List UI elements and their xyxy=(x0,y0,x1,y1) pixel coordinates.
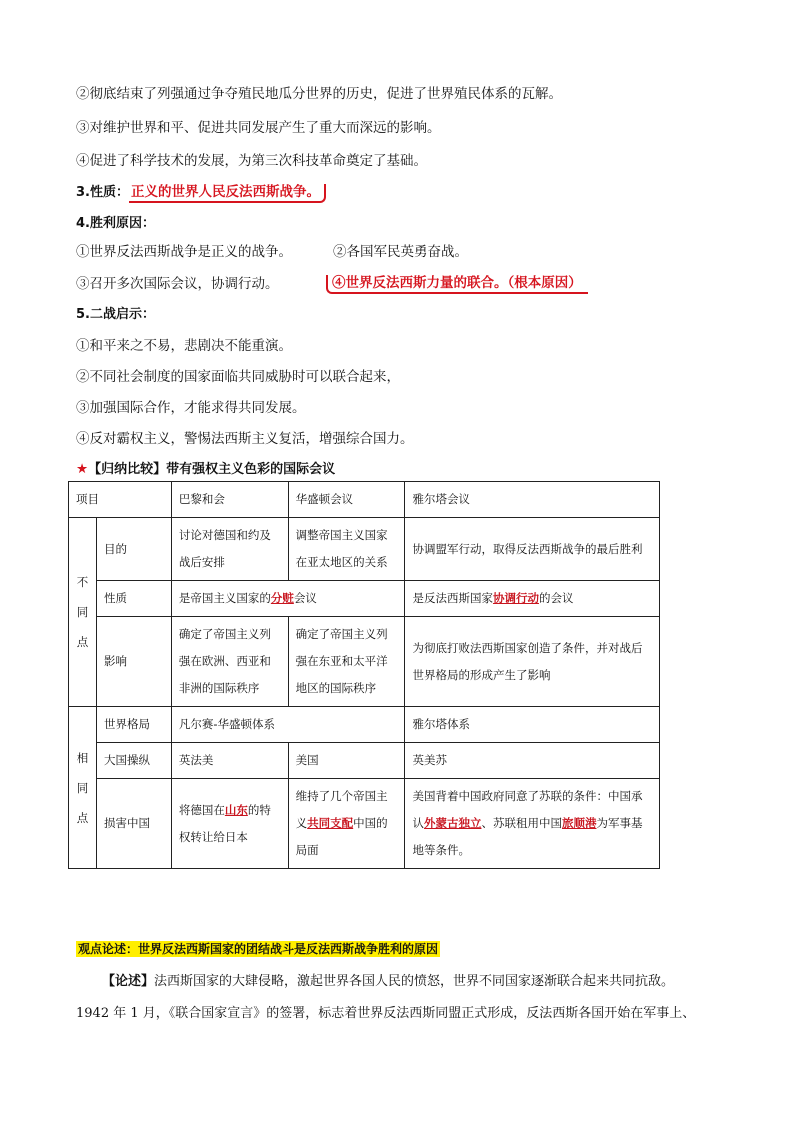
table-cell: 英法美 xyxy=(171,743,288,779)
key-term: 外蒙古独立 xyxy=(423,816,482,830)
header-cell: 华盛顿会议 xyxy=(288,482,405,518)
viewpoint-text: 法西斯国家的大肆侵略，激起世界各国人民的愤怒，世界不同国家逐渐联合起来共同抗敌。 xyxy=(154,974,675,989)
table-header-row xyxy=(69,482,660,518)
row-label: 性质 xyxy=(96,581,171,617)
table-cell: 为彻底打败法西斯国家创造了条件，并对战后世界格局的形成产生了影响 xyxy=(405,617,660,707)
row-label: 大国操纵 xyxy=(96,743,171,779)
viewpoint-paragraph xyxy=(76,966,726,998)
table-cell: 确定了帝国主义列强在东亚和太平洋地区的国际秩序 xyxy=(288,617,405,707)
row-label: 目的 xyxy=(96,518,171,581)
text-line: ④反对霸权主义，警惕法西斯主义复活，增强综合国力。 xyxy=(76,431,414,447)
row-label: 世界格局 xyxy=(96,707,171,743)
table-row xyxy=(69,707,660,743)
text-line: ③对维护世界和平、促进共同发展产生了重大而深远的影响。 xyxy=(76,120,441,136)
section-nature xyxy=(76,180,326,200)
key-term: 协调行动 xyxy=(492,591,539,605)
group-label: 不同点 xyxy=(69,518,97,707)
table-cell: 协调盟军行动，取得反法西斯战争的最后胜利 xyxy=(405,518,660,581)
key-point-text: ④世界反法西斯力量的联合。（根本原因） xyxy=(326,275,588,294)
comparison-table xyxy=(68,481,660,869)
header-cell: 雅尔塔会议 xyxy=(405,482,660,518)
text-line: ①世界反法西斯战争是正义的战争。 xyxy=(76,244,292,260)
key-term: 共同支配 xyxy=(307,816,354,830)
table-cell: 确定了帝国主义列强在欧洲、西亚和非洲的国际秩序 xyxy=(171,617,288,707)
header-cell: 巴黎和会 xyxy=(171,482,288,518)
table-row xyxy=(69,581,660,617)
table-cell: 将德国在山东的特权转让给日本 xyxy=(171,779,288,869)
table-row xyxy=(69,617,660,707)
key-point xyxy=(326,271,588,291)
table-cell: 是帝国主义国家的分赃会议 xyxy=(171,581,405,617)
text-line: ②各国军民英勇奋战。 xyxy=(333,244,468,260)
key-point: 正义的世界人民反法西斯战争。 xyxy=(129,184,326,203)
table-row xyxy=(69,743,660,779)
text-line: ④促进了科学技术的发展，为第三次科技革命奠定了基础。 xyxy=(76,153,427,169)
table-row xyxy=(69,518,660,581)
viewpoint-title-text: 观点论述：世界反法西斯国家的团结战斗是反法西斯战争胜利的原因 xyxy=(78,942,439,956)
section-heading: 4.胜利原因： xyxy=(76,216,155,231)
table-cell: 维持了几个帝国主义共同支配中国的局面 xyxy=(288,779,405,869)
table-cell: 英美苏 xyxy=(405,743,660,779)
table-cell: 美国 xyxy=(288,743,405,779)
header-cell: 项目 xyxy=(69,482,172,518)
table-cell: 凡尔赛-华盛顿体系 xyxy=(171,707,405,743)
key-term: 旅顺港 xyxy=(561,816,597,830)
compare-title xyxy=(76,458,335,477)
row-label: 影响 xyxy=(96,617,171,707)
row-label: 损害中国 xyxy=(96,779,171,869)
text-line: ③加强国际合作，才能求得共同发展。 xyxy=(76,400,306,416)
table-cell: 调整帝国主义国家在亚太地区的关系 xyxy=(288,518,405,581)
table-cell: 讨论对德国和约及战后安排 xyxy=(171,518,288,581)
viewpoint-title xyxy=(76,940,440,957)
section-heading: 5.二战启示： xyxy=(76,307,155,322)
star-icon: ★ xyxy=(76,461,89,477)
table-cell: 雅尔塔体系 xyxy=(405,707,660,743)
key-term: 山东 xyxy=(224,802,248,817)
table-row xyxy=(69,779,660,869)
text-line: ①和平来之不易，悲剧决不能重演。 xyxy=(76,338,292,354)
viewpoint-label: 【论述】 xyxy=(102,974,155,989)
text-line: ②彻底结束了列强通过争夺殖民地瓜分世界的历史，促进了世界殖民体系的瓦解。 xyxy=(76,86,562,102)
key-term: 分赃 xyxy=(270,591,294,605)
table-cell: 美国背着中国政府同意了苏联的条件：中国承认外蒙古独立、苏联租用中国旅顺港为军事基地等条件。 xyxy=(405,779,660,869)
text-line: ②不同社会制度的国家面临共同威胁时可以联合起来， xyxy=(76,369,400,385)
compare-title-text: 【归纳比较】带有强权主义色彩的国际会议 xyxy=(88,462,336,477)
text-line: ③召开多次国际会议，协调行动。 xyxy=(76,276,279,292)
section-heading: 3.性质： xyxy=(76,185,129,200)
group-label: 相同点 xyxy=(69,707,97,869)
table-cell: 是反法西斯国家协调行动的会议 xyxy=(405,581,660,617)
viewpoint-paragraph: 1942 年 1 月，《联合国家宣言》的签署，标志着世界反法西斯同盟正式形成，反法西斯各国开始在军事上、 xyxy=(76,1006,696,1021)
